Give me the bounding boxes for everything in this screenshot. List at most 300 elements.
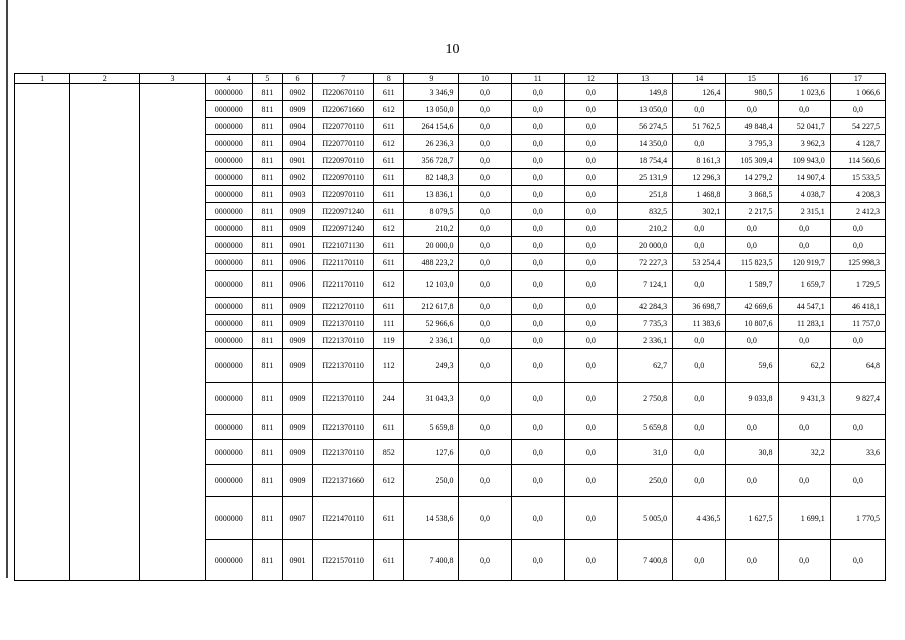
table-cell: П221370110 [312,383,373,415]
table-cell: 811 [252,383,282,415]
table-cell: 0000000 [205,186,252,203]
table-cell: 811 [252,118,282,135]
table-cell: 9 431,3 [778,383,830,415]
table-cell: 0903 [282,186,312,203]
column-header: 8 [374,74,404,84]
table-cell: 2 336,1 [404,332,459,349]
table-cell: 0,0 [564,135,617,152]
table-cell: 0,0 [830,101,885,118]
table-cell: 0,0 [459,415,511,440]
table-cell: 0,0 [459,298,511,315]
table-cell: 14 350,0 [617,135,672,152]
table-cell: 0,0 [726,101,778,118]
table-cell: 0000000 [205,497,252,540]
table-cell: 0,0 [511,440,564,465]
table-cell: 52 041,7 [778,118,830,135]
table-cell: 0,0 [564,118,617,135]
table-cell: 13 836,1 [404,186,459,203]
table-cell: 0,0 [511,465,564,497]
table-cell: 31 043,3 [404,383,459,415]
table-cell: 0,0 [511,271,564,298]
table-cell: 1 659,7 [778,271,830,298]
table-cell: 52 966,6 [404,315,459,332]
table-cell: 46 418,1 [830,298,885,315]
table-cell: 0000000 [205,465,252,497]
table-cell: 0906 [282,271,312,298]
table-cell: 249,3 [404,349,459,383]
table-cell: 32,2 [778,440,830,465]
table-cell: 0000000 [205,203,252,220]
table-cell: 14 279,2 [726,169,778,186]
table-cell: 0,0 [830,220,885,237]
table-cell: 0,0 [511,169,564,186]
table-cell: П220970110 [312,169,373,186]
table-cell: 0000000 [205,315,252,332]
table-cell: 111 [374,315,404,332]
table-cell: 7 735,3 [617,315,672,332]
table-cell: 611 [374,84,404,101]
left-margin-rule [6,0,8,578]
budget-table [14,73,886,581]
table-cell: 0,0 [673,135,726,152]
table-cell: 20 000,0 [404,237,459,254]
table-cell: 1 627,5 [726,497,778,540]
table-cell: П220670110 [312,84,373,101]
table-cell: 0,0 [459,332,511,349]
table-cell: П221570110 [312,540,373,581]
table-cell: П221370110 [312,332,373,349]
table-cell: 811 [252,169,282,186]
table-cell: 611 [374,540,404,581]
table-cell: 0907 [282,497,312,540]
table-cell: 0000000 [205,135,252,152]
table-cell: 4 038,7 [778,186,830,203]
table-cell: 109 943,0 [778,152,830,169]
table-cell: 0909 [282,415,312,440]
table-cell: П221071130 [312,237,373,254]
table-cell: П221470110 [312,497,373,540]
table-cell: 210,2 [617,220,672,237]
table-cell: 811 [252,101,282,118]
table-cell: 1 699,1 [778,497,830,540]
table-cell: 0,0 [459,118,511,135]
column-header: 6 [282,74,312,84]
table-cell: 0,0 [673,271,726,298]
column-header: 2 [70,74,140,84]
table-cell: 0909 [282,315,312,332]
table-cell: 1 729,5 [830,271,885,298]
page-number: 10 [445,42,460,57]
table-cell: 8 079,5 [404,203,459,220]
table-cell: 59,6 [726,349,778,383]
table-cell: П220971240 [312,220,373,237]
table-cell: 0,0 [778,332,830,349]
table-cell: 125 998,3 [830,254,885,271]
table-cell: 612 [374,135,404,152]
table-cell: 0000000 [205,237,252,254]
table-cell: 2 315,1 [778,203,830,220]
table-cell: 0,0 [511,237,564,254]
merged-blank-cell [15,84,70,581]
table-cell: 980,5 [726,84,778,101]
table-cell: 0,0 [459,186,511,203]
table-body [15,84,886,581]
table-cell: 0,0 [778,465,830,497]
table-cell: 811 [252,254,282,271]
table-cell: 611 [374,298,404,315]
table-cell: 0,0 [564,169,617,186]
table-cell: 0,0 [564,220,617,237]
table-cell: 0000000 [205,84,252,101]
table-cell: 2 750,8 [617,383,672,415]
table-cell: 56 274,5 [617,118,672,135]
table-cell: 612 [374,220,404,237]
table-cell: 13 050,0 [404,101,459,118]
table-cell: 0,0 [459,497,511,540]
table-cell: 811 [252,84,282,101]
table-cell: 811 [252,497,282,540]
table-cell: 30,8 [726,440,778,465]
table-cell: 0,0 [511,415,564,440]
table-cell: 62,2 [778,349,830,383]
table-cell: 811 [252,540,282,581]
table-cell: 5 005,0 [617,497,672,540]
table-row [15,84,886,101]
table-cell: 811 [252,298,282,315]
table-cell: 72 227,3 [617,254,672,271]
table-cell: 1 468,8 [673,186,726,203]
table-cell: 611 [374,169,404,186]
table-cell: 0,0 [673,383,726,415]
table-cell: 611 [374,237,404,254]
table-cell: 0,0 [564,186,617,203]
table-cell: 356 728,7 [404,152,459,169]
table-cell: 832,5 [617,203,672,220]
table-cell: 0,0 [778,220,830,237]
table-cell: 611 [374,186,404,203]
table-cell: 11 757,0 [830,315,885,332]
table-cell: 0909 [282,220,312,237]
table-cell: 0,0 [459,383,511,415]
table-cell: 611 [374,415,404,440]
table-cell: 0,0 [511,254,564,271]
table-cell: 82 148,3 [404,169,459,186]
table-cell: 0,0 [511,220,564,237]
table-cell: 0,0 [459,540,511,581]
table-cell: 0000000 [205,440,252,465]
table-cell: 2 217,5 [726,203,778,220]
table-cell: П221370110 [312,349,373,383]
table-cell: 0,0 [459,135,511,152]
table-cell: 0,0 [673,332,726,349]
table-cell: 0,0 [726,415,778,440]
column-header: 5 [252,74,282,84]
table-cell: 811 [252,271,282,298]
table-cell: 612 [374,101,404,118]
column-header: 17 [830,74,885,84]
table-cell: 2 412,3 [830,203,885,220]
table-cell: 0000000 [205,271,252,298]
table-cell: 0,0 [726,332,778,349]
table-cell: 0,0 [564,254,617,271]
table-cell: 54 227,5 [830,118,885,135]
merged-blank-cell [70,84,140,581]
table-cell: 0,0 [511,152,564,169]
table-cell: 0,0 [511,298,564,315]
table-cell: 1 589,7 [726,271,778,298]
table-cell: 0,0 [726,237,778,254]
table-cell: 0,0 [511,101,564,118]
table-cell: П221370110 [312,315,373,332]
table-cell: 0,0 [778,101,830,118]
table-cell: 0000000 [205,118,252,135]
table-cell: 811 [252,237,282,254]
table-cell: 0909 [282,298,312,315]
table-cell: 0,0 [564,540,617,581]
table-cell: 0,0 [673,349,726,383]
table-cell: 0901 [282,540,312,581]
table-cell: 0,0 [564,298,617,315]
table-cell: П220970110 [312,152,373,169]
table-cell: 0,0 [673,101,726,118]
table-cell: 0,0 [459,315,511,332]
column-header: 16 [778,74,830,84]
table-cell: 3 795,3 [726,135,778,152]
table-cell: 0000000 [205,415,252,440]
table-cell: 0,0 [511,383,564,415]
table-cell: 7 400,8 [404,540,459,581]
table-cell: П221371660 [312,465,373,497]
table-cell: 7 124,1 [617,271,672,298]
table-cell: 0,0 [564,84,617,101]
table-cell: 0000000 [205,169,252,186]
table-cell: 611 [374,118,404,135]
table-cell: 126,4 [673,84,726,101]
table-cell: 1 023,6 [778,84,830,101]
table-cell: 0,0 [459,440,511,465]
table-cell: 0,0 [511,540,564,581]
table-cell: 0904 [282,135,312,152]
table-cell: 3 346,9 [404,84,459,101]
column-header: 9 [404,74,459,84]
table-cell: 31,0 [617,440,672,465]
table-cell: 26 236,3 [404,135,459,152]
table-cell: 0,0 [673,540,726,581]
table-cell: 0,0 [564,440,617,465]
table-cell: 0,0 [459,152,511,169]
table-cell: 251,8 [617,186,672,203]
table-cell: 0,0 [778,540,830,581]
table-cell: 0000000 [205,332,252,349]
table-cell: 212 617,8 [404,298,459,315]
table-cell: 612 [374,271,404,298]
table-cell: 811 [252,415,282,440]
table-cell: 210,2 [404,220,459,237]
table-cell: 0901 [282,237,312,254]
table-cell: 2 336,1 [617,332,672,349]
table-cell: 0,0 [564,332,617,349]
table-cell: 10 807,6 [726,315,778,332]
table-cell: 0,0 [459,349,511,383]
table-cell: 4 128,7 [830,135,885,152]
table-cell: 0000000 [205,383,252,415]
table-cell: П220770110 [312,135,373,152]
table-cell: 115 823,5 [726,254,778,271]
table-cell: 0,0 [511,315,564,332]
table-cell: 4 208,3 [830,186,885,203]
table-cell: 244 [374,383,404,415]
table-cell: П221370110 [312,415,373,440]
table-cell: 250,0 [617,465,672,497]
table-cell: 112 [374,349,404,383]
column-header: 10 [459,74,511,84]
table-cell: 811 [252,186,282,203]
table-cell: 149,8 [617,84,672,101]
table-cell: 105 309,4 [726,152,778,169]
column-header: 15 [726,74,778,84]
table-cell: 264 154,6 [404,118,459,135]
table-cell: 0,0 [673,465,726,497]
table-cell: 811 [252,349,282,383]
column-header: 11 [511,74,564,84]
table-cell: П220671660 [312,101,373,118]
table-cell: 0,0 [673,415,726,440]
table-cell: 811 [252,315,282,332]
column-header: 3 [140,74,205,84]
column-header: 12 [564,74,617,84]
table-cell: 0902 [282,84,312,101]
table-cell: 611 [374,254,404,271]
table-cell: 33,6 [830,440,885,465]
table-cell: 14 907,4 [778,169,830,186]
table-cell: 36 698,7 [673,298,726,315]
column-header: 1 [15,74,70,84]
table-cell: 51 762,5 [673,118,726,135]
table-cell: 1 066,6 [830,84,885,101]
table-cell: 0,0 [511,135,564,152]
table-cell: 0,0 [459,220,511,237]
table-cell: 62,7 [617,349,672,383]
table-cell: 0,0 [459,465,511,497]
table-cell: 0901 [282,152,312,169]
table-cell: 811 [252,152,282,169]
table-cell: 18 754,4 [617,152,672,169]
table-cell: 0,0 [673,220,726,237]
table-cell: 0,0 [564,101,617,118]
table-cell: 0,0 [673,440,726,465]
table-cell: 0,0 [830,465,885,497]
table-cell: 42 284,3 [617,298,672,315]
table-cell: 13 050,0 [617,101,672,118]
merged-blank-cell [140,84,205,581]
table-cell: 0000000 [205,220,252,237]
table-cell: 0,0 [511,186,564,203]
table-cell: 0,0 [459,237,511,254]
table-cell: 811 [252,440,282,465]
table-cell: 11 283,1 [778,315,830,332]
table-cell: 302,1 [673,203,726,220]
table-cell: 611 [374,497,404,540]
table-cell: 3 962,3 [778,135,830,152]
table-cell: 0,0 [459,254,511,271]
table-cell: 120 919,7 [778,254,830,271]
table-cell: 8 161,3 [673,152,726,169]
table-cell: 0,0 [511,332,564,349]
table-cell: 0,0 [726,540,778,581]
table-cell: 811 [252,203,282,220]
table-cell: 9 033,8 [726,383,778,415]
table-cell: 12 103,0 [404,271,459,298]
table-cell: 0,0 [830,540,885,581]
table-cell: 0,0 [778,415,830,440]
table-cell: 0,0 [564,152,617,169]
table-cell: 0909 [282,465,312,497]
table-cell: П220770110 [312,118,373,135]
table-cell: 0,0 [511,349,564,383]
table-cell: 0,0 [830,415,885,440]
table-cell: 811 [252,332,282,349]
table-cell: 0,0 [564,203,617,220]
table-cell: П221270110 [312,298,373,315]
table-cell: 0,0 [459,101,511,118]
table-cell: 114 560,6 [830,152,885,169]
table-cell: 25 131,9 [617,169,672,186]
table-cell: 0000000 [205,152,252,169]
table-cell: 0,0 [778,237,830,254]
table-cell: 53 254,4 [673,254,726,271]
table-cell: 12 296,3 [673,169,726,186]
table-cell: 0,0 [459,169,511,186]
table-cell: 20 000,0 [617,237,672,254]
table-cell: 0,0 [511,497,564,540]
table-cell: 612 [374,465,404,497]
table-cell: 5 659,8 [617,415,672,440]
header-row [15,74,886,84]
table-cell: 44 547,1 [778,298,830,315]
table-cell: 0909 [282,349,312,383]
table-cell: 0909 [282,383,312,415]
table-cell: 0000000 [205,254,252,271]
table-cell: 0,0 [726,220,778,237]
table-cell: 0000000 [205,298,252,315]
table-cell: 4 436,5 [673,497,726,540]
table-cell: 11 383,6 [673,315,726,332]
table-cell: 0000000 [205,349,252,383]
table-cell: 0906 [282,254,312,271]
table-cell: 0,0 [459,203,511,220]
table-cell: 0,0 [564,237,617,254]
table-cell: 0902 [282,169,312,186]
table-cell: 49 848,4 [726,118,778,135]
table-cell: 811 [252,135,282,152]
table-cell: 3 868,5 [726,186,778,203]
table-cell: 0904 [282,118,312,135]
table-cell: 0909 [282,101,312,118]
table-cell: П221170110 [312,254,373,271]
table-cell: 0,0 [564,271,617,298]
column-header: 4 [205,74,252,84]
table-cell: 250,0 [404,465,459,497]
table-cell: 14 538,6 [404,497,459,540]
table-cell: 0,0 [511,203,564,220]
column-header: 7 [312,74,373,84]
table-cell: 0000000 [205,101,252,118]
table-cell: 9 827,4 [830,383,885,415]
table-cell: 0,0 [459,271,511,298]
table-cell: 611 [374,203,404,220]
table-cell: 0,0 [564,415,617,440]
table-cell: 0,0 [564,497,617,540]
